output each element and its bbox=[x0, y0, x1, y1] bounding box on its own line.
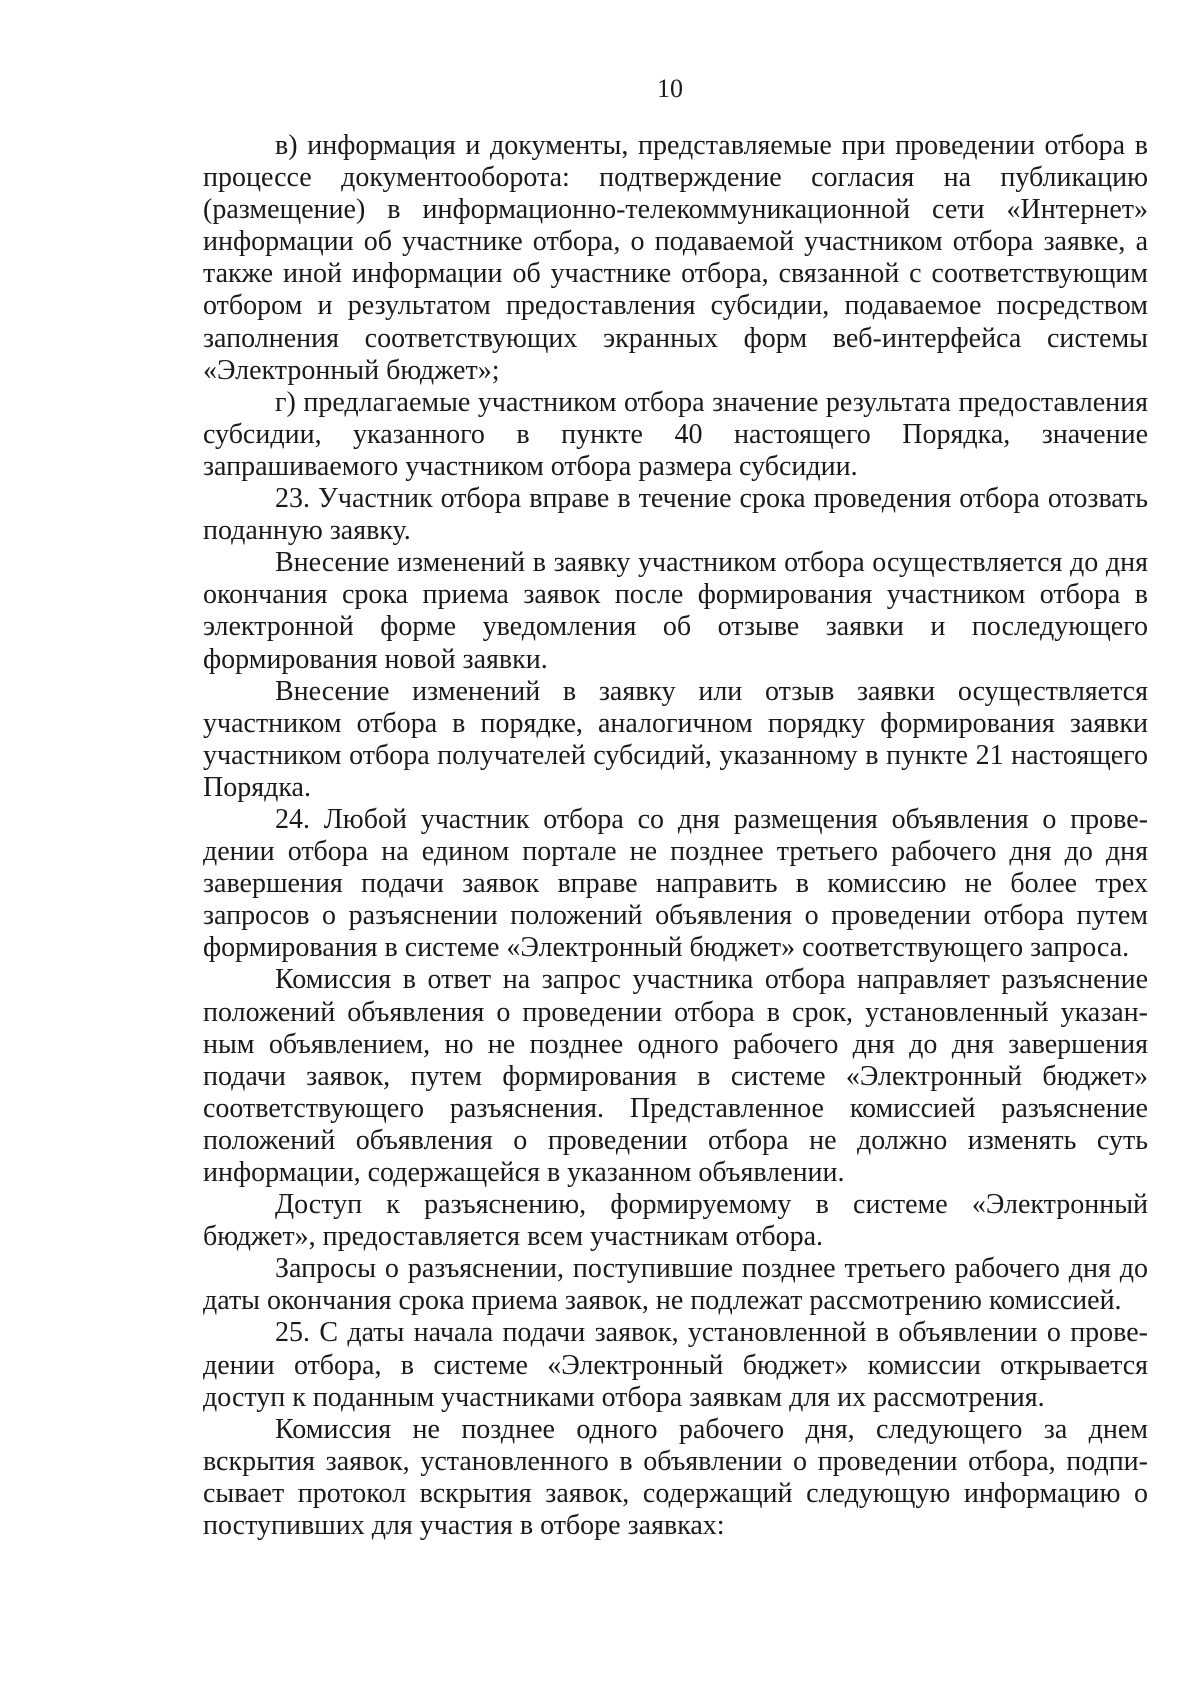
paragraph-item-v: в) информация и документы, представляемые при проведении отбора в процессе документооборота: подтверждение согласия на публикацию (размещение) в информационно-телекоммуникационной сети «Интернет» информации об участнике отбора, о подаваемой участником отбора заявке, а также иной информации об участнике отбора, связанной с соответствующим отбором и результатом предоставления субсидии, подаваемое посредством заполнения соответствующих экранных форм веб-интерфейса системы «Электронный бюджет»; bbox=[203, 130, 1148, 386]
paragraph-clause-24-late-requests: Запросы о разъяснении, поступившие позднее третьего рабочего дня до даты окончания срока приема заявок, не подлежат рассмотрению комиссией. bbox=[203, 1253, 1148, 1317]
paragraph-clause-23-withdrawal: Внесение изменений в заявку или отзыв заявки осуществляется участником отбора в порядке, аналогичном порядку формирования заявки участником отбора получателей субсидий, указанному в пункте 21 настоящего Порядка. bbox=[203, 675, 1148, 803]
paragraph-clause-24: 24. Любой участник отбора со дня размещения объявления о проведении отбора на едином портале не позднее третьего рабочего дня до дня завершения подачи заявок вправе направить в комиссию не более трех запросов о разъяснении положений объявления о проведении отбора путем формирования в системе «Электронный бюджет» соответствующего запроса. bbox=[203, 803, 1148, 964]
page-number: 10 bbox=[657, 74, 683, 103]
paragraph-item-g: г) предлагаемые участником отбора значение результата предоставления субсидии, указанного в пункте 40 настоящего Порядка, значение запрашиваемого участником отбора размера субсидии. bbox=[203, 386, 1148, 482]
paragraph-clause-23: 23. Участник отбора вправе в течение срока проведения отбора отозвать поданную заявку. bbox=[203, 483, 1148, 547]
paragraph-clause-25-protocol: Комиссия не позднее одного рабочего дня, следующего за днем вскрытия заявок, установленного в объявлении о проведении отбора, подписывает протокол вскрытия заявок, содержащий следующую информацию о поступивших для участия в отборе заявках: bbox=[203, 1413, 1148, 1542]
paragraph-clause-24-access: Доступ к разъяснению, формируемому в системе «Электронный бюджет», предоставляется всем участникам отбора. bbox=[203, 1189, 1148, 1253]
paragraph-clause-25: 25. С даты начала подачи заявок, установленной в объявлении о проведении отбора, в системе «Электронный бюджет» комиссии открывается доступ к поданным участниками отбора заявкам для их рассмотрения. bbox=[203, 1317, 1148, 1413]
paragraph-clause-23-changes: Внесение изменений в заявку участником отбора осуществляется до дня окончания срока приема заявок после формирования участником отбора в электронной форме уведомления об отзыве заявки и последующего формирования новой заявки. bbox=[203, 547, 1148, 675]
document-body bbox=[203, 130, 1148, 1542]
paragraph-clause-24-response: Комиссия в ответ на запрос участника отбора направляет разъяснение положений объявления о проведении отбора в срок, установленный указанным объявлением, но не позднее одного рабочего дня до дня завершения подачи заявок, путем формирования в системе «Электронный бюджет» соответствующего разъяснения. Представленное комиссией разъяснение положений объявления о проведении отбора не должно изменять суть информации, содержащейся в указанном объявлении. bbox=[203, 964, 1148, 1188]
